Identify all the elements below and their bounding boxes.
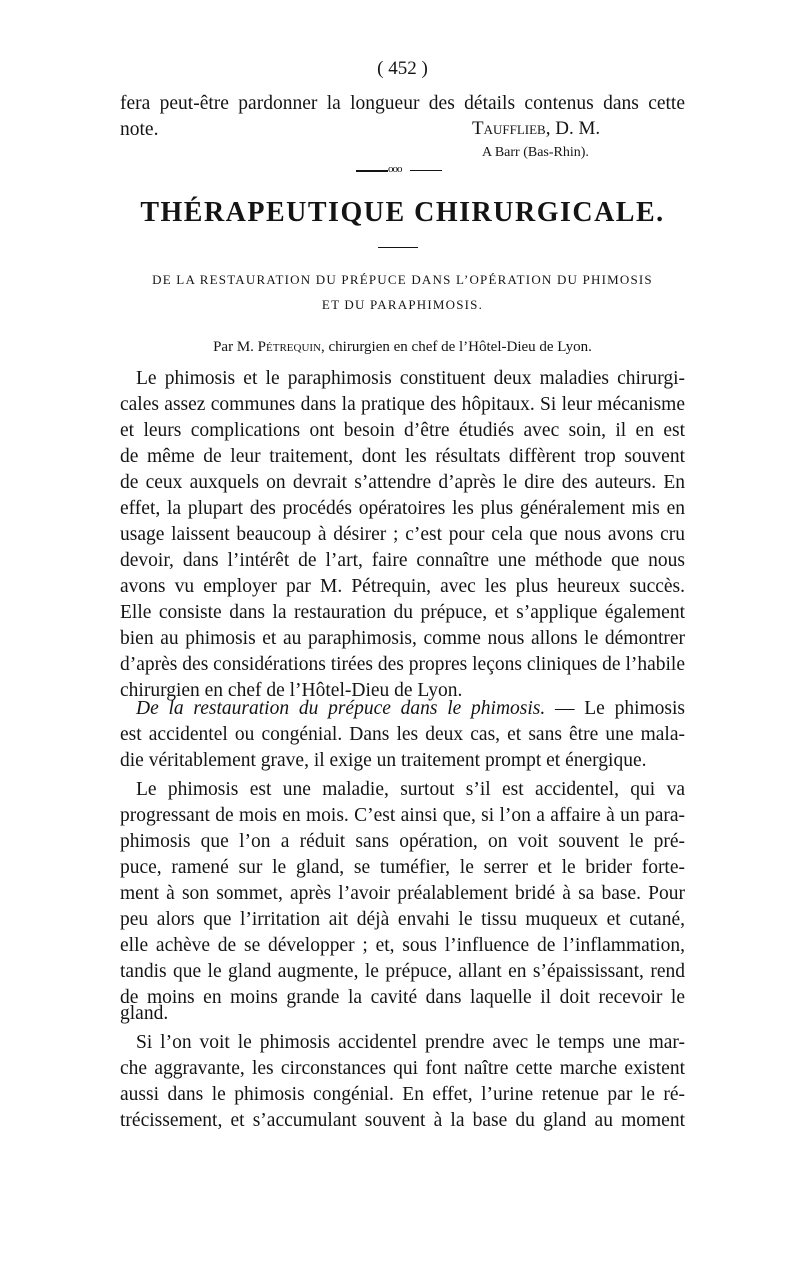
text-line: Elle consiste dans la restauration du prépuce, et s’applique également	[120, 602, 685, 623]
text-line: Le phimosis et le paraphimosis constituent deux maladies chirurgi-	[136, 368, 685, 389]
note-location: A Barr (Bas-Rhin).	[482, 145, 589, 160]
text-line: Si l’on voit le phimosis accidentel prendre avec le temps une mar-	[136, 1032, 685, 1053]
author-name: Pétrequin	[257, 339, 322, 355]
text-line: de ceux auxquels on devrait s’attendre d’après le dire des auteurs. En	[120, 472, 685, 493]
section-title: THÉRAPEUTIQUE CHIRURGICALE.	[140, 197, 665, 228]
text-line: chirurgien en chef de l’Hôtel-Dieu de Lyon.	[120, 680, 463, 701]
text-line: trécissement, et s’accumulant souvent à la base du gland au moment	[120, 1110, 685, 1131]
paragraph-heading-rest: — Le phimosis	[545, 698, 685, 719]
author-line	[120, 339, 685, 356]
text-line: peu alors que l’irritation ait déjà envahi le tissu muqueux et cutané,	[120, 909, 685, 930]
text-line: d’après des considérations tirées des propres leçons cliniques de l’habile	[120, 654, 685, 675]
section-subtitle-line-1: DE LA RESTAURATION DU PRÉPUCE DANS L’OPÉRATION DU PHIMOSIS	[152, 272, 653, 287]
text-line: devoir, dans l’intérêt de l’art, faire connaître une méthode que nous	[120, 550, 685, 571]
text-line: cales assez communes dans la pratique des hôpitaux. Si leur mécanisme	[120, 394, 685, 415]
text-line: avons vu employer par M. Pétrequin, avec les plus heureux succès.	[120, 576, 685, 597]
text-line: est accidentel ou congénial. Dans les deux cas, et sans être une mala-	[120, 724, 685, 745]
text-line: gland.	[120, 1003, 169, 1024]
note-line-2: note.	[120, 119, 159, 140]
section-subtitle-line-2: ET DU PARAPHIMOSIS.	[321, 297, 484, 312]
text-line: de moins en moins grande la cavité dans laquelle il doit recevoir le	[120, 987, 685, 1008]
author-title: , chirurgien en chef de l’Hôtel-Dieu de Lyon.	[321, 339, 592, 355]
text-line: phimosis que l’on a réduit sans opération, on voit souvent le pré-	[120, 831, 685, 852]
paragraph-heading: De la restauration du prépuce dans le phimosis.	[136, 698, 546, 719]
text-line: puce, ramené sur le gland, se tuméfier, le serrer et le brider forte-	[120, 857, 685, 878]
text-line	[120, 697, 685, 721]
note-line-1: fera peut-être pardonner la longueur des détails contenus dans cette	[120, 93, 685, 114]
text-line: bien au phimosis et au paraphimosis, comme nous allons le démontrer	[120, 628, 685, 649]
text-line: Le phimosis est une maladie, surtout s’il est accidentel, qui va	[136, 779, 685, 800]
text-line: die véritablement grave, il exige un traitement prompt et énergique.	[120, 750, 647, 771]
text-line: che aggravante, les circonstances qui font naître cette marche existent	[120, 1058, 685, 1079]
author-prefix: Par M.	[213, 339, 254, 355]
text-line: effet, la plupart des procédés opératoires les plus généralement mis en	[120, 498, 685, 519]
page-number: ( 452 )	[377, 58, 428, 79]
text-line: tandis que le gland augmente, le prépuce, allant en s’épaississant, rend	[120, 961, 685, 982]
text-line: ment à son sommet, après l’avoir préalablement bridé à sa base. Pour	[120, 883, 685, 904]
text-line: usage laissent beaucoup à désirer ; c’est pour cela que nous avons cru	[120, 524, 685, 545]
text-line: et leurs complications ont besoin d’être étudiés avec soin, il en est	[120, 420, 685, 441]
note-signature: Taufflieb, D. M.	[472, 118, 601, 139]
text-line: progressant de mois en mois. C’est ainsi que, si l’on a affaire à un para-	[120, 805, 685, 826]
text-line: elle achève de se développer ; et, sous l’influence de l’inflammation,	[120, 935, 685, 956]
text-line: de même de leur traitement, dont les résultats diffèrent trop souvent	[120, 446, 685, 467]
text-line: aussi dans le phimosis congénial. En effet, l’urine retenue par le ré-	[120, 1084, 685, 1105]
